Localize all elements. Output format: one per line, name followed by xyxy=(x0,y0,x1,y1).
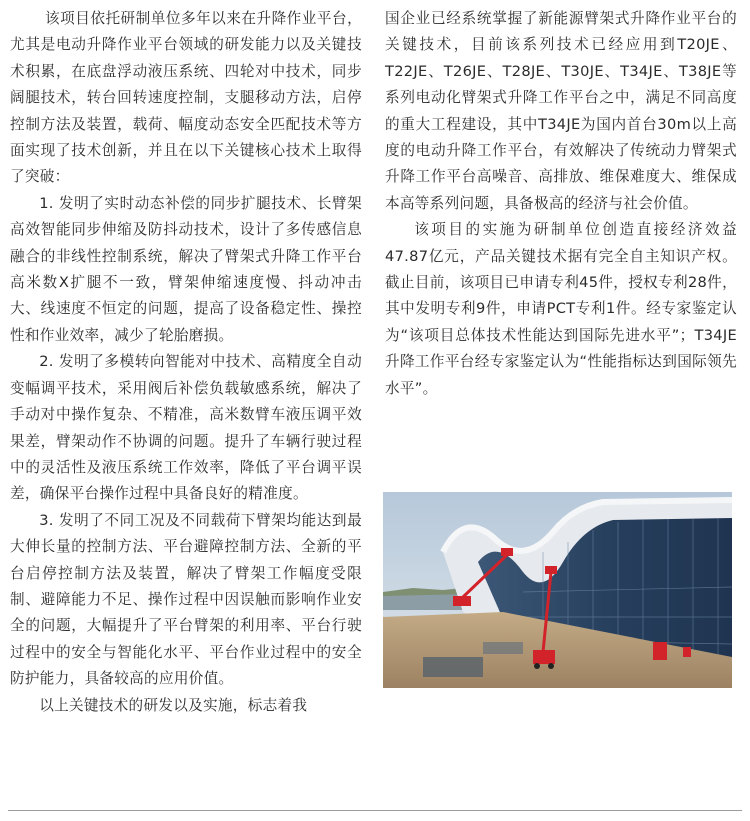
left-column xyxy=(10,6,362,719)
paragraph-economic-benefit: 该项目的实施为研制单位创造直接经济效益47.87亿元，产品关键技术据有完全自主知识产权。截止目前，该项目已申请专利45件，授权专利28件，其中发明专利9件，申请PCT专利1件。经专家鉴定认为“该项目总体技术性能达到国际先进水平”；T34JE升降工作平台经专家鉴定认为“性能指标达到国际领先水平”。 xyxy=(385,221,737,397)
paragraph-item-1: 1. 发明了实时动态补偿的同步扩腿技术、长臂架高效智能同步伸缩及防抖动技术，设计了多传感信息融合的非线性控制系统，解决了臂架式升降工作平台高米数X扩腿不一致，臂架伸缩速度慢、抖动冲击大、线速度不恒定的问题，提高了设备稳定性、操控性和作业效率，减少了轮胎磨损。 xyxy=(10,194,362,344)
construction-site-photo xyxy=(383,492,732,688)
paragraph-intro: 该项目依托研制单位多年以来在升降作业平台，尤其是电动升降作业平台领域的研发能力以及关键技术积累，在底盘浮动液压系统、四轮对中技术，同步阔腿技术，转台回转速度控制，支腿移动方法，启停控制方法及装置，载荷、幅度动态安全匹配技术等方面实现了技术创新，并且在以下关键核心技术上取得了突破： xyxy=(10,10,362,186)
paragraph-item-3: 3. 发明了不同工况及不同载荷下臂架均能达到最大伸长量的控制方法、平台避障控制方法、全新的平台启停控制方法及装置，解决了臂架工作幅度受限制、避障能力不足、操作过程中因误触而影响作业安全的问题，大幅提升了平台臂架的利用率、平台行驶过程中的安全与智能化水平、平台作业过程中的安全防护能力，具备较高的应用价值。 xyxy=(10,511,362,688)
paragraph-conclusion-cont: 国企业已经系统掌握了新能源臂架式升降作业平台的关键技术，目前该系列技术已经应用到T20JE、T22JE、T26JE、T28JE、T30JE、T34JE、T38JE等系列电动化臂架式升降工作平台之中，满足不同高度的重大工程建设，其中T34JE为国内首台30m以上高度的电动升降工作平台，有效解决了传统动力臂架式升降工作平台高噪音、高排放、维保难度大、维保成本高等系列问题，具备极高的经济与社会价值。 xyxy=(385,10,737,212)
paragraph-conclusion-start: 以上关键技术的研发以及实施，标志着我 xyxy=(39,696,308,714)
paragraph-item-2: 2. 发明了多模转向智能对中技术、高精度全自动变幅调平技术，采用阀后补偿负载敏感系统，解决了手动对中操作复杂、不精准，高米数臂车液压调平效果差，臂架动作不协调的问题。提升了车辆行驶过程中的灵活性及液压系统工作效率，降低了平台调平误差，确保平台操作过程中具备良好的精准度。 xyxy=(10,353,362,503)
right-column xyxy=(385,6,737,402)
footer-divider xyxy=(8,810,742,811)
